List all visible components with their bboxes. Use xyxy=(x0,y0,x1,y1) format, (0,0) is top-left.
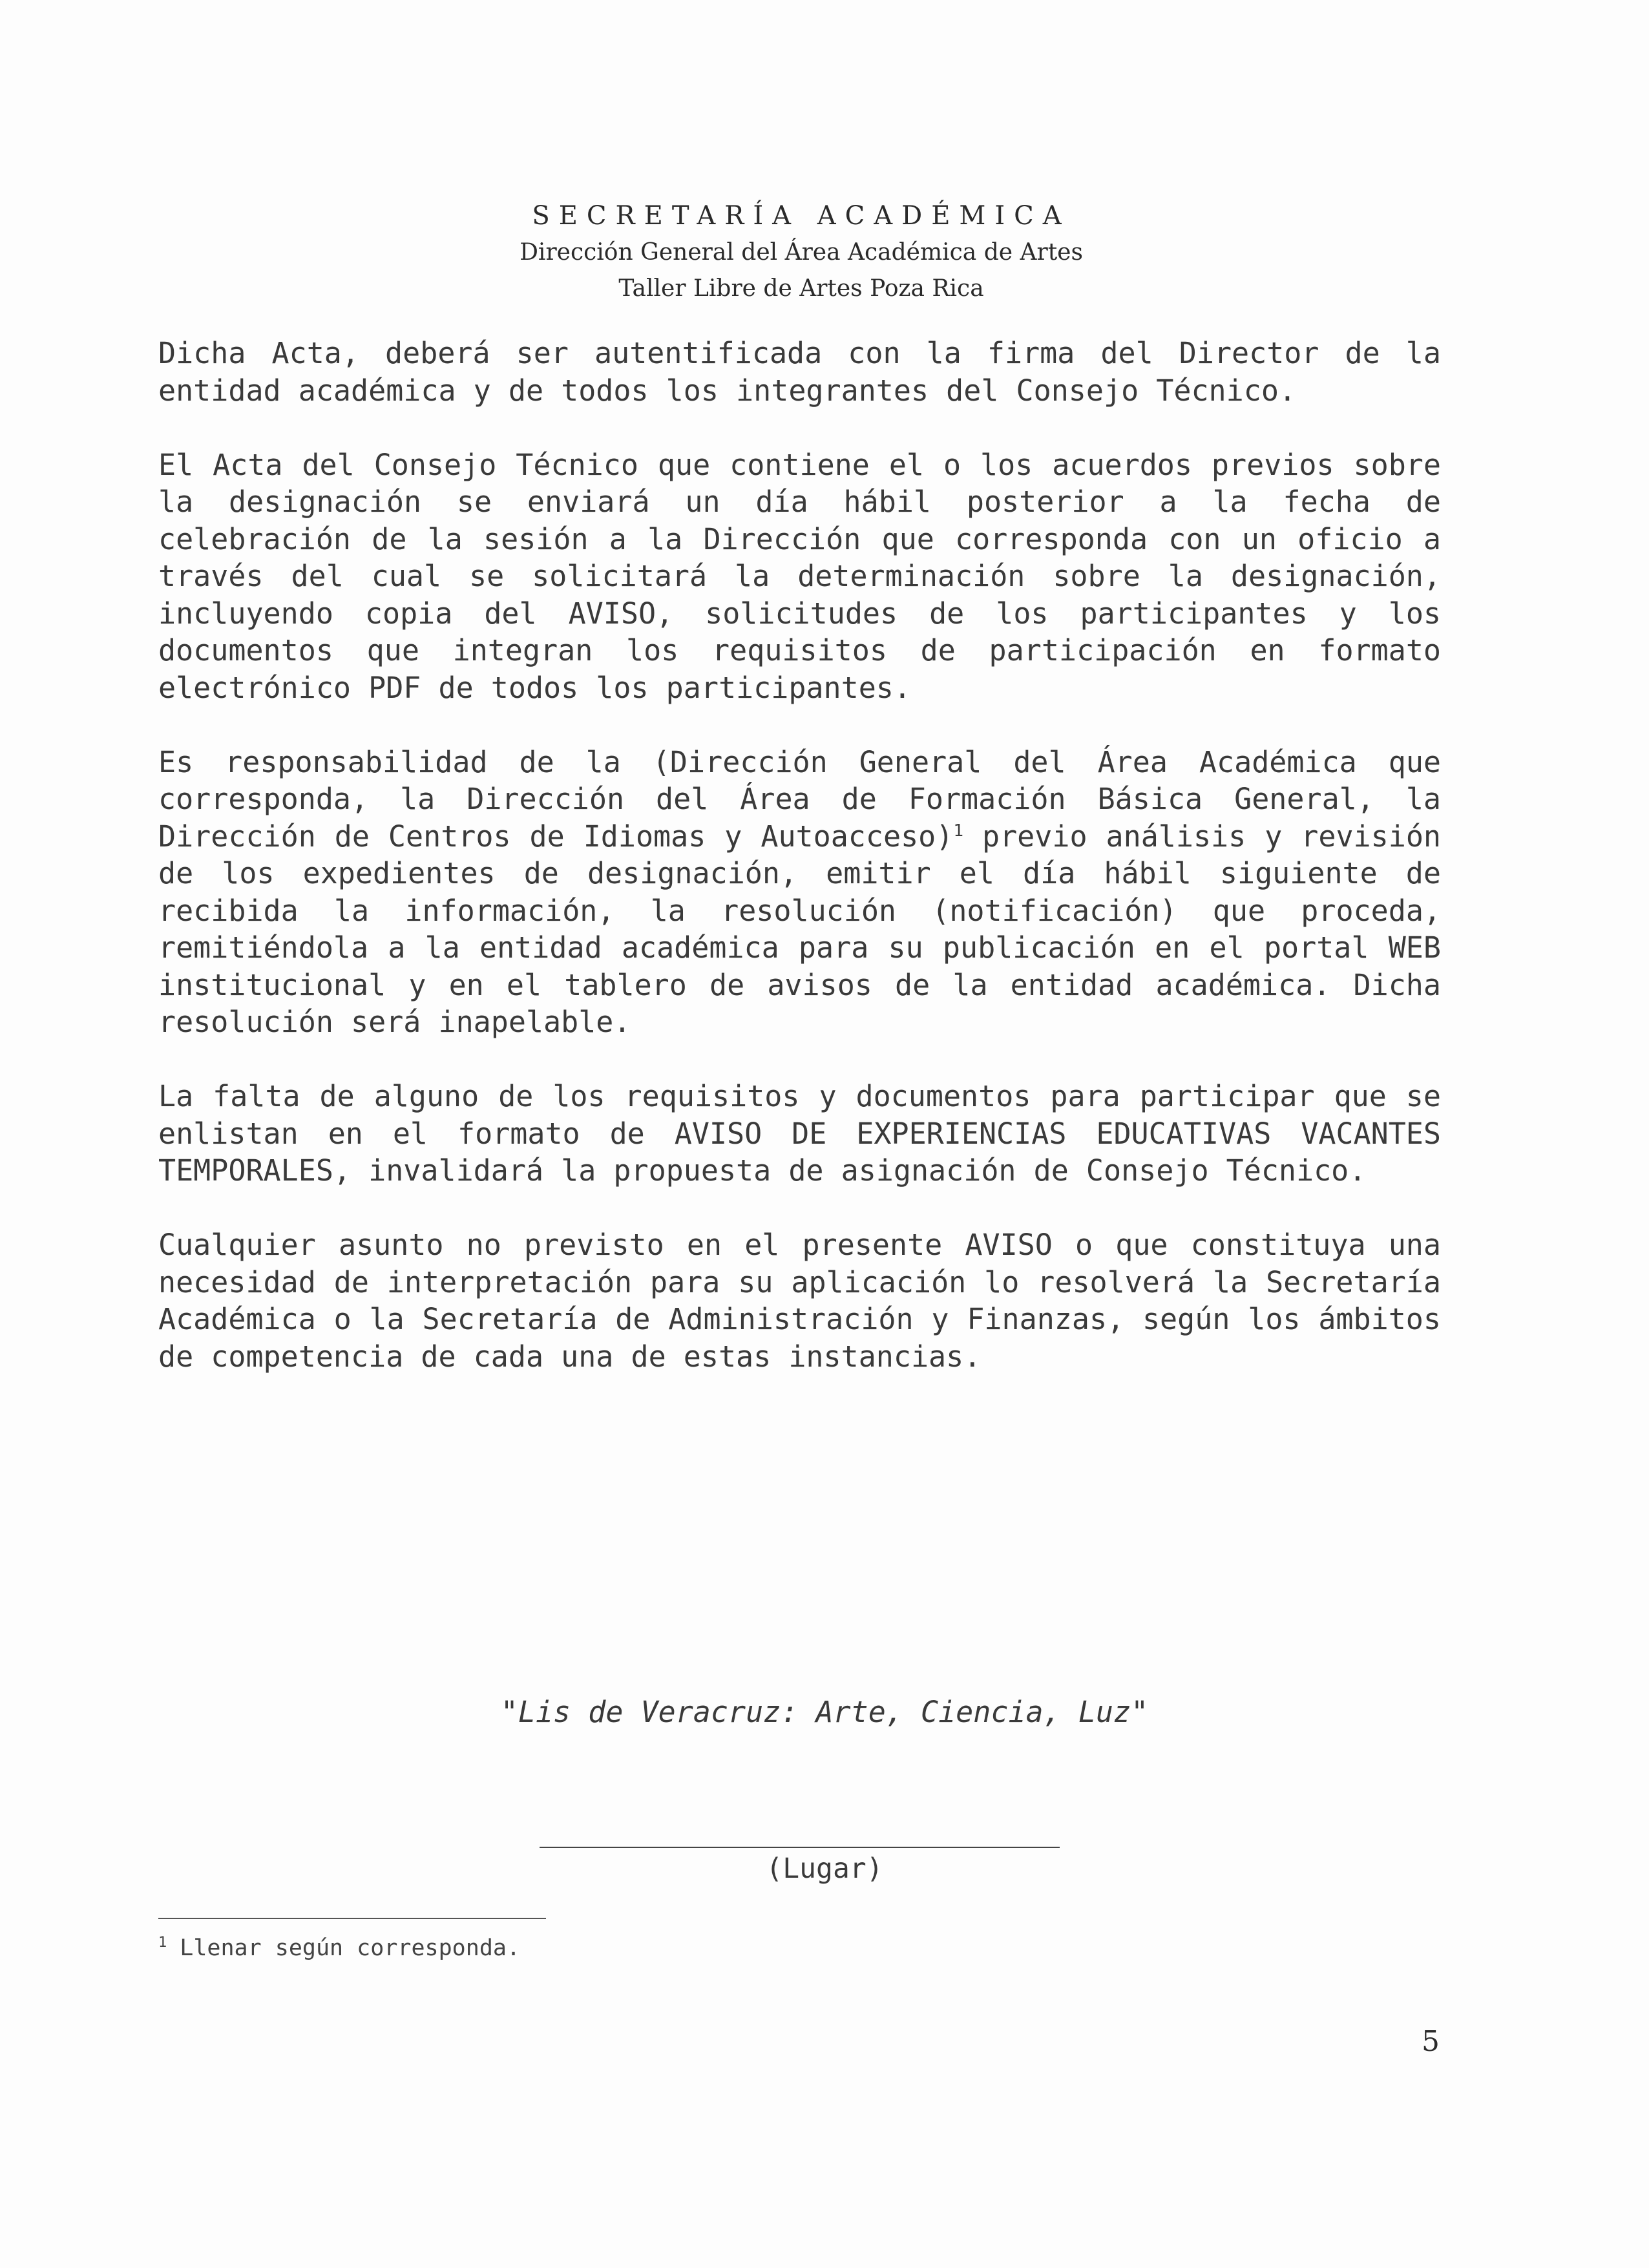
institutional-motto: "Lis de Veracruz: Arte, Ciencia, Luz" xyxy=(500,1695,1149,1729)
body-text xyxy=(158,335,1441,1412)
letterhead xyxy=(0,197,1602,307)
paragraph-responsabilidad-part2: previo análisis y revisión de los expedientes de designación, emitir el día hábil siguiente de recibida la información, la resolución (notificación) que proceda, remitiéndola a la entidad académica para su publicación en el portal WEB institucional y en el tablero de avisos de la entidad académica. Dicha resolución será inapelable. xyxy=(158,819,1441,1039)
place-signature-line xyxy=(540,1847,1060,1848)
footnote-text: Llenar según corresponda. xyxy=(180,1935,521,1961)
paragraph-falta-requisitos: La falta de alguno de los requisitos y documentos para participar que se enlistan en el formato de AVISO DE EXPERIENCIAS EDUCATIVAS VACANTES TEMPORALES, invalidará la propuesta de asignación de Consejo Técnico. xyxy=(158,1079,1441,1188)
paragraph-asunto-no-previsto: Cualquier asunto no previsto en el presente AVISO o que constituya una necesidad de interpretación para su aplicación lo resolverá la Secretaría Académica o la Secretaría de Administración y Finanzas, según los ámbitos de competencia de cada una de estas instancias. xyxy=(158,1228,1441,1374)
letterhead-direccion: Dirección General del Área Académica de Artes xyxy=(520,239,1083,266)
letterhead-secretaria: SECRETARÍA ACADÉMICA xyxy=(532,201,1071,231)
page-number: 5 xyxy=(1422,2025,1440,2058)
letterhead-taller: Taller Libre de Artes Poza Rica xyxy=(618,275,984,302)
paragraph-acta-firma: Dicha Acta, deberá ser autentificada con la firma del Director de la entidad académica y de todos los integrantes del Consejo Técnico. xyxy=(158,336,1441,408)
footnote-mark: 1 xyxy=(158,1935,167,1951)
footnote xyxy=(158,1932,520,1964)
footnote-separator xyxy=(158,1918,546,1919)
paragraph-acta-envio: El Acta del Consejo Técnico que contiene el o los acuerdos previos sobre la designación se enviará un día hábil posterior a la fecha de celebración de la sesión a la Dirección que corresponda con un oficio a través del cual se solicitará la determinación sobre la designación, incluyendo copia del AVISO, solicitudes de los participantes y los documentos que integran los requisitos de participación en formato electrónico PDF de todos los participantes. xyxy=(158,447,1441,705)
paragraph-responsabilidad xyxy=(158,744,1441,1041)
footnote-reference: 1 xyxy=(953,821,964,841)
place-label: (Lugar) xyxy=(766,1853,883,1885)
paragraph-responsabilidad-part1: Es responsabilidad de la (Dirección General del Área Académica que corresponda, la Dirección del Área de Formación Básica General, la Dirección de Centros de Idiomas y Autoacceso) xyxy=(158,744,1441,854)
